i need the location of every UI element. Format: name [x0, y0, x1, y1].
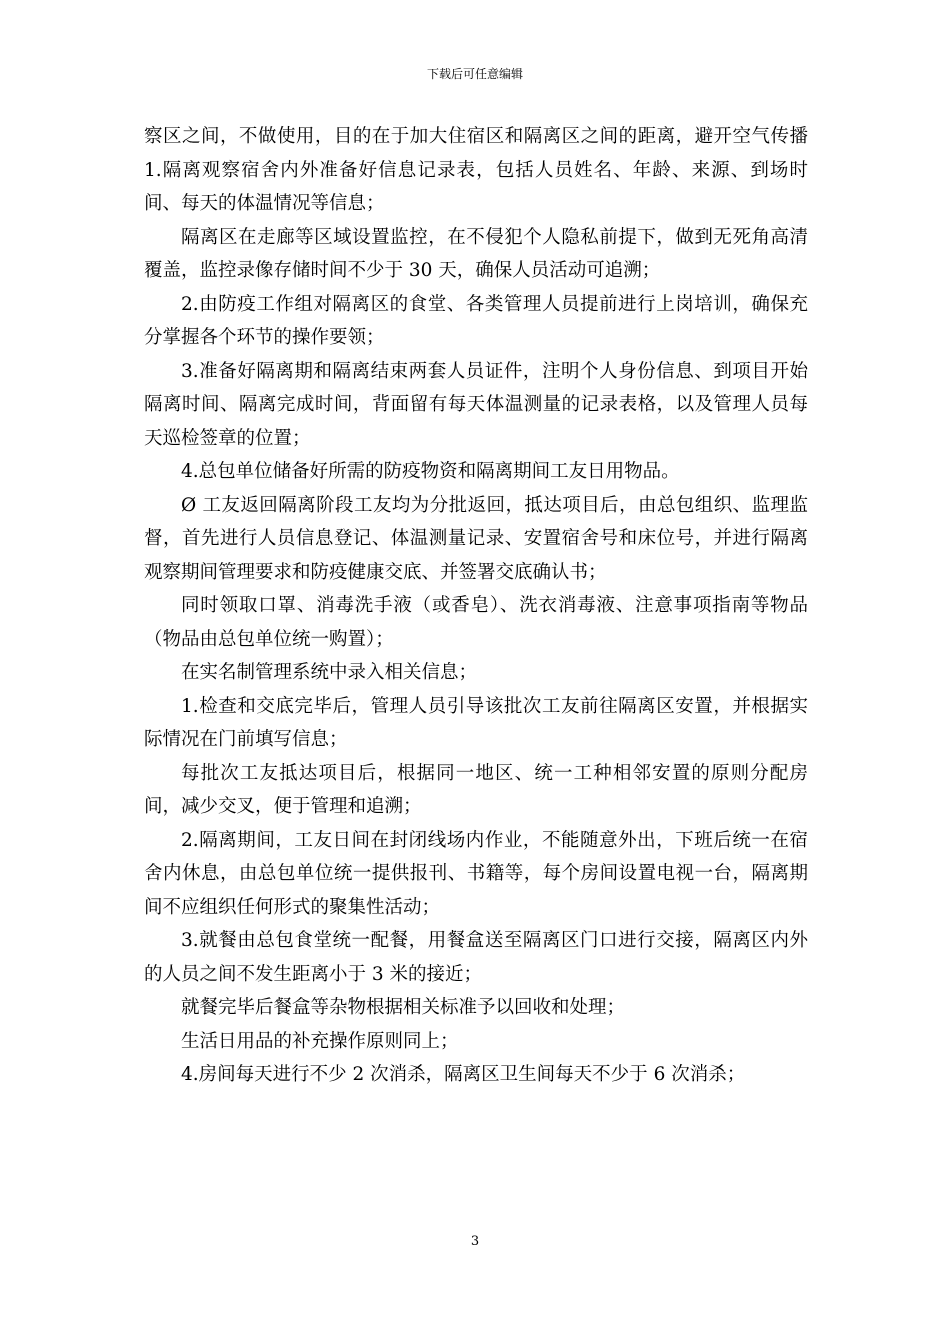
paragraph: 每批次工友抵达项目后，根据同一地区、统一工种相邻安置的原则分配房间，减少交叉，便于管理和追溯； — [144, 762, 808, 817]
paragraph: Ø 工友返回隔离阶段工友均为分批返回，抵达项目后，由总包组织、监理监督，首先进行人员信息登记、体温测量记录、安置宿舍号和床位号，并进行隔离观察期间管理要求和防疫健康交底、并签署交底确认书； — [144, 494, 808, 583]
paragraph: 同时领取口罩、消毒洗手液（或香皂）、洗衣消毒液、注意事项指南等物品（物品由总包单位统一购置）； — [144, 595, 808, 650]
paragraph: 3.准备好隔离期和隔离结束两套人员证件，注明个人身份信息、到项目开始隔离时间、隔离完成时间，背面留有每天体温测量的记录表格，以及管理人员每天巡检签章的位置； — [144, 360, 808, 449]
paragraph: 在实名制管理系统中录入相关信息； — [181, 662, 478, 683]
paragraph: 2.隔离期间，工友日间在封闭线场内作业，不能随意外出，下班后统一在宿舍内休息，由总包单位统一提供报刊、书籍等，每个房间设置电视一台，隔离期间不应组织任何形式的聚集性活动； — [144, 829, 808, 918]
paragraph: 察区之间，不做使用，目的在于加大住宿区和隔离区之间的距离，避开空气传播 1.隔离观察宿舍内外准备好信息记录表，包括人员姓名、年龄、来源、到场时间、每天的体温情况等信息； — [144, 126, 808, 214]
page-header: 下载后可任意编辑 — [426, 67, 523, 81]
document-body — [144, 120, 808, 1092]
page-number: 3 — [470, 1234, 480, 1249]
paragraph: 2.由防疫工作组对隔离区的食堂、各类管理人员提前进行上岗培训，确保充分掌握各个环节的操作要领； — [144, 293, 808, 348]
paragraph: 4.房间每天进行不少 2 次消杀，隔离区卫生间每天不少于 6 次消杀； — [181, 1064, 746, 1085]
paragraph: 4.总包单位储备好所需的防疫物资和隔离期间工友日用物品。 — [181, 461, 680, 482]
paragraph: 3.就餐由总包食堂统一配餐，用餐盒送至隔离区门口进行交接，隔离区内外的人员之间不发生距离小于 3 米的接近； — [144, 930, 808, 985]
paragraph: 1.检查和交底完毕后，管理人员引导该批次工友前往隔离区安置，并根据实际情况在门前填写信息； — [144, 695, 808, 750]
paragraph: 就餐完毕后餐盒等杂物根据相关标准予以回收和处理； — [181, 997, 626, 1018]
paragraph: 隔离区在走廊等区域设置监控，在不侵犯个人隐私前提下，做到无死角高清覆盖，监控录像存储时间不少于 30 天，确保人员活动可追溯； — [144, 226, 808, 281]
paragraph: 生活日用品的补充操作原则同上； — [181, 1030, 459, 1052]
